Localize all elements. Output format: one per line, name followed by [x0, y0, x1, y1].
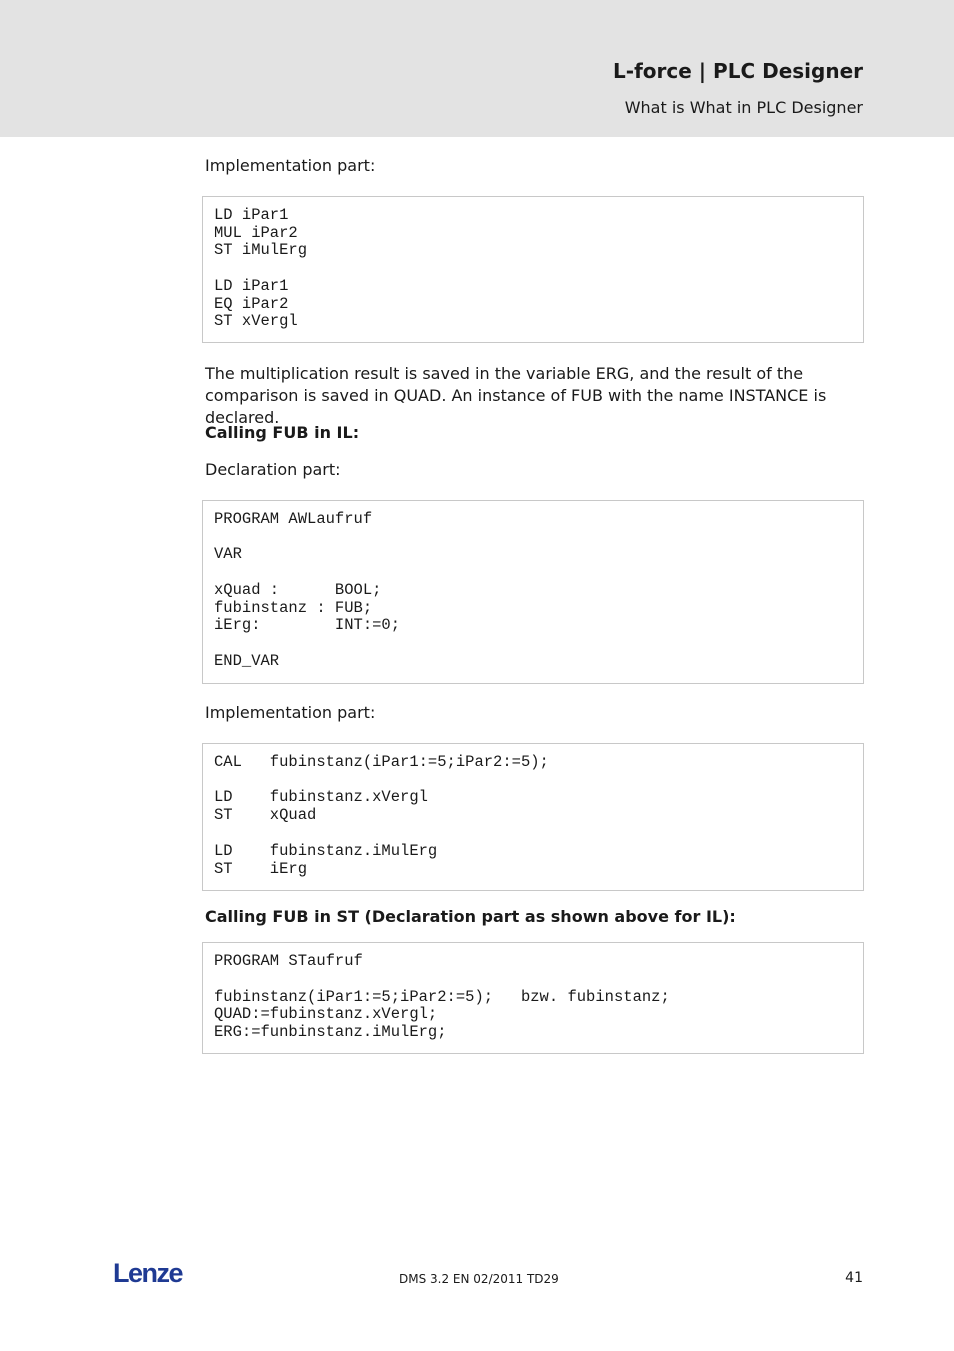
code-block-il-call [202, 743, 864, 891]
declaration-label: Declaration part: [205, 460, 341, 479]
code-line: MUL iPar2 [214, 224, 298, 242]
page-number: 41 [845, 1270, 863, 1286]
lenze-logo-text: Lenze [113, 1258, 183, 1288]
code-block-st-call [202, 942, 864, 1054]
code-line: ST xQuad [214, 806, 317, 824]
implementation-label-1: Implementation part: [205, 156, 376, 175]
code-line: PROGRAM STaufruf [214, 952, 363, 970]
code-line: LD fubinstanz.iMulErg [214, 842, 438, 860]
code-line: fubinstanz(iPar1:=5;iPar2:=5); bzw. fubinstanz; [214, 988, 670, 1006]
implementation-label-2: Implementation part: [205, 703, 376, 722]
code-line: ST iErg [214, 860, 308, 878]
code-block-declaration [202, 500, 864, 684]
code-line: END_VAR [214, 652, 280, 670]
heading-calling-fub-st: Calling FUB in ST (Declaration part as shown above for IL): [205, 907, 736, 926]
code-line: VAR [214, 545, 242, 563]
code-line: CAL fubinstanz(iPar1:=5;iPar2:=5); [214, 753, 549, 771]
code-line: QUAD:=fubinstanz.xVergl; [214, 1005, 438, 1023]
document-title: L-force | PLC Designer [613, 59, 863, 83]
code-block-il-implementation [202, 196, 864, 343]
code-line: LD iPar1 [214, 206, 289, 224]
code-line: EQ iPar2 [214, 295, 289, 313]
code-line: fubinstanz : FUB; [214, 599, 373, 617]
lenze-logo [113, 1258, 193, 1288]
code-line: xQuad : BOOL; [214, 581, 382, 599]
code-line: iErg: INT:=0; [214, 616, 401, 634]
code-line: ST xVergl [214, 312, 298, 330]
code-line: ST iMulErg [214, 241, 308, 259]
code-line: PROGRAM AWLaufruf [214, 510, 373, 528]
heading-calling-fub-il: Calling FUB in IL: [205, 423, 360, 442]
footer-document-id: DMS 3.2 EN 02/2011 TD29 [399, 1272, 559, 1286]
code-line: LD fubinstanz.xVergl [214, 788, 428, 806]
code-line: LD iPar1 [214, 277, 289, 295]
explanation-paragraph: The multiplication result is saved in the variable ERG, and the result of the comparison is saved in QUAD. An instance of FUB with the name INSTANCE is declared. [205, 364, 827, 427]
document-subtitle: What is What in PLC Designer [624, 98, 863, 117]
code-line: ERG:=funbinstanz.iMulErg; [214, 1023, 447, 1041]
